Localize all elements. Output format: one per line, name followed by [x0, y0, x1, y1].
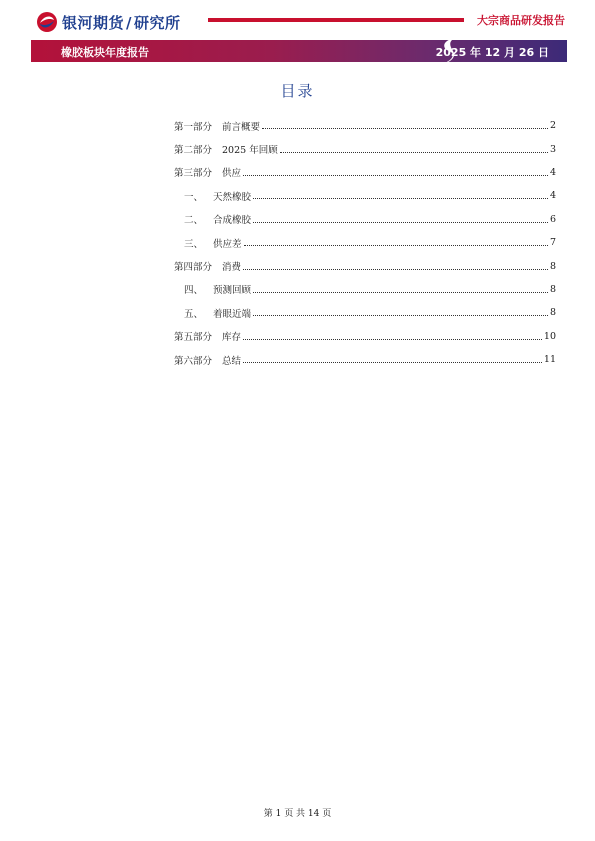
- brand-logo: [36, 10, 181, 34]
- toc-entry-number: 二、: [184, 215, 204, 227]
- toc-entry-page: 6: [549, 213, 556, 225]
- toc-leader-dots: [262, 128, 548, 129]
- toc-entry-label: [174, 119, 260, 133]
- toc-leader-dots: [280, 152, 548, 153]
- toc-entry-number: 五、: [184, 308, 204, 320]
- toc-entry-page: 8: [549, 260, 556, 272]
- toc-entry[interactable]: [174, 348, 556, 371]
- toc-leader-dots: [253, 315, 548, 316]
- page-footer: 第 1 页 共 14 页: [263, 809, 332, 819]
- toc-title: 目录: [280, 82, 315, 100]
- brand-sub: 研究所: [134, 13, 181, 32]
- toc-entry-number: 四、: [184, 285, 204, 297]
- toc-entry[interactable]: [174, 161, 556, 184]
- toc-entry-title: 总结: [222, 355, 242, 367]
- toc-entry[interactable]: [174, 208, 556, 231]
- toc-leader-dots: [253, 222, 548, 223]
- toc-leader-dots: [243, 175, 548, 176]
- toc-entry[interactable]: [174, 137, 556, 160]
- toc-entry-number: 第六部分: [174, 355, 213, 367]
- toc-entry-title: 供应: [222, 168, 242, 180]
- toc-entry-number: 三、: [184, 238, 204, 250]
- toc-entry-page: 8: [549, 283, 556, 295]
- toc-leader-dots: [253, 198, 548, 199]
- header-rule: [208, 18, 464, 22]
- toc-entry-title: 库存: [222, 332, 242, 344]
- toc-entry-number: 第五部分: [174, 332, 213, 344]
- toc-entry[interactable]: [174, 231, 556, 254]
- title-banner: [31, 40, 567, 62]
- toc-entry-title: 消费: [222, 262, 242, 274]
- toc-entry-number: 第一部分: [174, 121, 213, 133]
- report-type: 大宗商品研发报告: [477, 14, 565, 27]
- toc-entry-title: 天然橡胶: [213, 191, 252, 203]
- toc-entry[interactable]: [174, 301, 556, 324]
- banner-title: 橡胶板块年度报告: [61, 46, 149, 59]
- toc-entry[interactable]: [174, 114, 556, 137]
- toc-entry-page: 10: [543, 330, 556, 342]
- toc-entry-label: [184, 236, 242, 250]
- toc-entry-number: 第二部分: [174, 145, 213, 157]
- brand-logo-icon: [36, 11, 58, 33]
- toc-entry-page: 7: [549, 237, 556, 249]
- toc-entry-title: 供应差: [213, 238, 242, 250]
- toc-entry-page: 4: [549, 166, 556, 178]
- brand-name-wrap: [62, 12, 181, 33]
- toc-entry-title: 前言概要: [222, 121, 261, 133]
- toc-entry-label: [184, 189, 251, 203]
- banner-date: 2025 年 12 月 26 日: [435, 46, 549, 59]
- toc-leader-dots: [243, 339, 542, 340]
- brand-name: 银河期货: [62, 13, 125, 32]
- toc-entry-label: [174, 353, 241, 367]
- toc-entry[interactable]: [174, 184, 556, 207]
- toc-entry-title: 预测回顾: [213, 285, 252, 297]
- toc-entry-label: [174, 259, 241, 273]
- toc-entry-number: 第三部分: [174, 168, 213, 180]
- toc-entry-number: 第四部分: [174, 262, 213, 274]
- toc-entry-label: [174, 329, 241, 343]
- toc-entry-page: 8: [549, 307, 556, 319]
- toc-leader-dots: [243, 362, 542, 363]
- toc-entry-label: [174, 165, 241, 179]
- toc-entry-label: [184, 212, 251, 226]
- toc-entry[interactable]: [174, 254, 556, 277]
- toc-entry-page: 11: [543, 354, 556, 366]
- toc-entry-label: [184, 282, 251, 296]
- toc-leader-dots: [253, 292, 548, 293]
- toc-entry-page: 4: [549, 190, 556, 202]
- toc-entry-label: [174, 142, 278, 156]
- toc-entry[interactable]: [174, 278, 556, 301]
- toc-entry-title: 合成橡胶: [213, 215, 252, 227]
- toc-entry-page: 2: [549, 120, 556, 132]
- toc-entry[interactable]: [174, 325, 556, 348]
- table-of-contents: [174, 114, 556, 371]
- toc-entry-title: 2025 年回顾: [222, 145, 278, 157]
- toc-leader-dots: [243, 269, 548, 270]
- toc-entry-page: 3: [549, 143, 556, 155]
- toc-entry-title: 着眼近端: [213, 308, 252, 320]
- toc-leader-dots: [244, 245, 548, 246]
- toc-entry-label: [184, 306, 251, 320]
- toc-entry-number: 一、: [184, 191, 204, 203]
- brand-separator: /: [126, 13, 132, 32]
